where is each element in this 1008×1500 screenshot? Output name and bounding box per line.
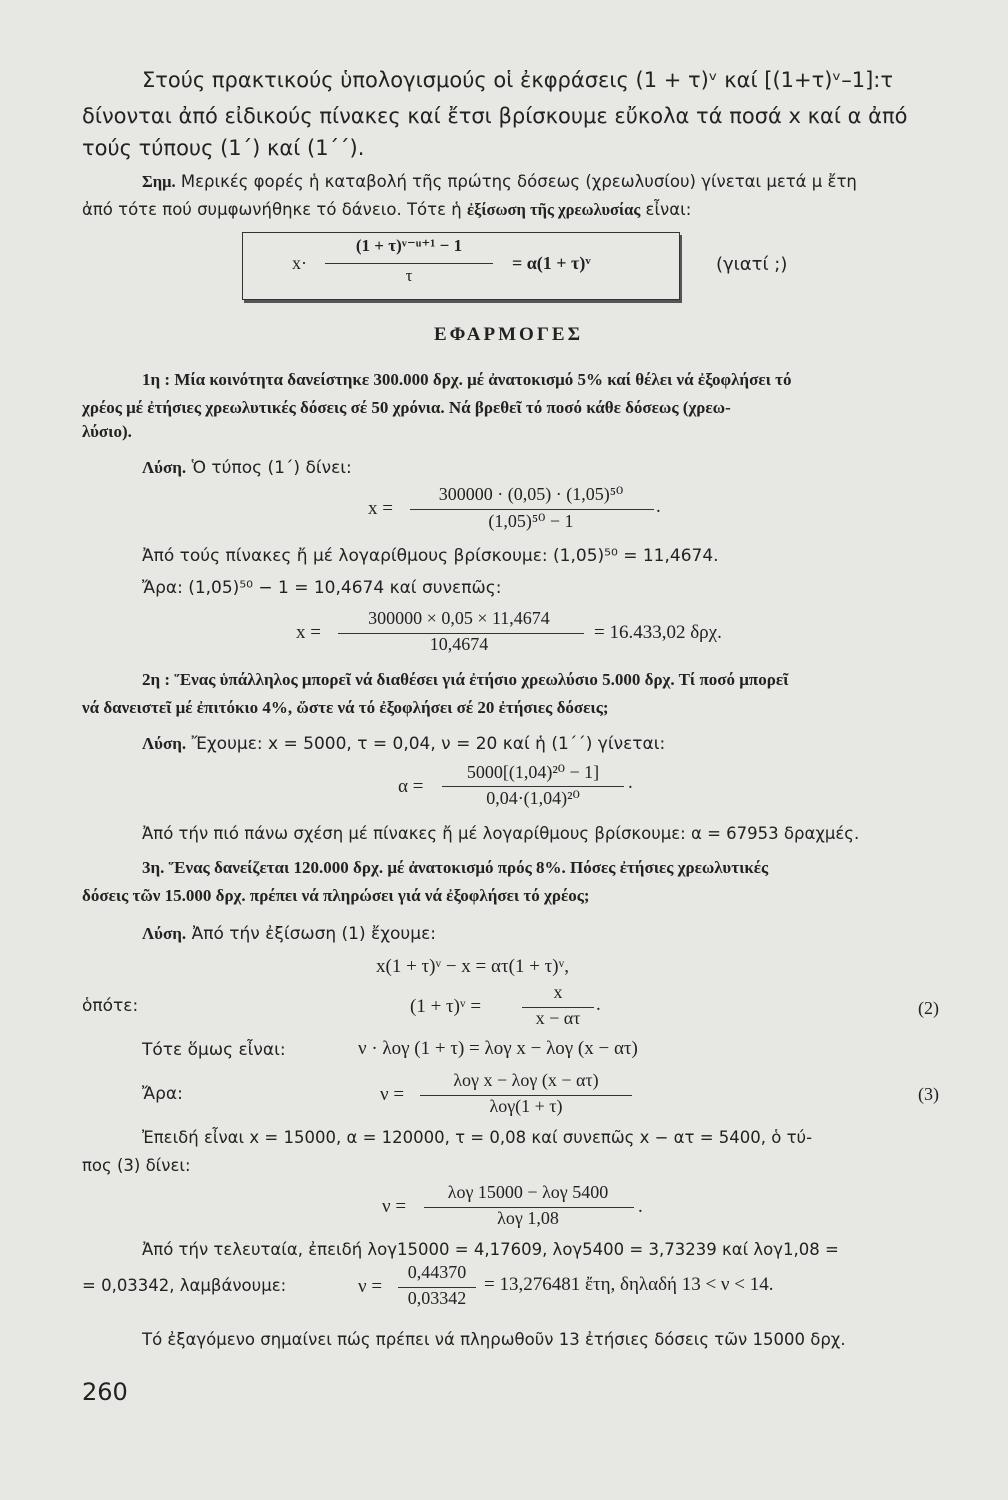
ex2-f-end: . xyxy=(628,772,633,793)
ex1-tables-line: Ἀπό τούς πίνακες ἤ μέ λογαρίθμους βρίσκουμε: (1,05)⁵⁰ = 11,4674. xyxy=(142,546,719,566)
ex3-eq4-numerator: λογ x − λογ (x − ατ) xyxy=(453,1070,599,1090)
ex1-line-1: 1η : Μία κοινότητα δανείστηκε 300.000 δρχ. μέ ἀνατοκισμό 5% καί θέλει νά ἐξοφλήσει τό xyxy=(142,370,792,389)
ex3-since-line-1: Ἐπειδή εἶναι x = 15000, α = 120000, τ = 0,08 καί συνεπῶς x − ατ = 5400, ὁ τύ- xyxy=(142,1128,813,1147)
ex3-tote: Τότε ὅμως εἶναι: xyxy=(142,1040,286,1060)
ex3-eq5-lhs: ν = xyxy=(382,1196,407,1217)
ex3-eq2-numerator: x xyxy=(553,982,563,1002)
ex3-since-line-2: πος (3) δίνει: xyxy=(82,1156,191,1175)
ex1-solution-label: Λύση. xyxy=(142,458,187,477)
ex1-f2-lhs: x = xyxy=(296,622,321,643)
page-number: 260 xyxy=(82,1378,128,1406)
ex3-last-line-2: = 0,03342, λαμβάνουμε: xyxy=(82,1276,287,1295)
ex3-eq2-lhs: (1 + τ)ᵛ = xyxy=(410,996,482,1017)
note-text-1: Μερικές φορές ἡ καταβολή τῆς πρώτης δόσεως (χρεωλυσίου) γίνεται μετά μ ἔτη xyxy=(175,172,857,191)
ex3-eq5-numerator: λογ 15000 − λογ 5400 xyxy=(447,1182,609,1202)
ex2-f-bar xyxy=(442,786,624,787)
ex1-line-3: λύσιο). xyxy=(82,422,132,441)
ex3-eq5-end: . xyxy=(638,1196,643,1217)
ex3-eq2-tag: (2) xyxy=(918,998,939,1018)
ex2-f-denominator: 0,04·(1,04)²⁰ xyxy=(486,788,580,808)
ex2-f-numerator: 5000[(1,04)²⁰ − 1] xyxy=(466,762,600,782)
intro-line-2: δίνονται ἀπό εἰδικούς πίνακες καί ἔτσι βρίσκουμε εὔκολα τά ποσά x καί α ἀπό xyxy=(82,104,908,128)
ex3-eq4-tag: (3) xyxy=(918,1084,939,1104)
intro-line-1: Στούς πρακτικούς ὑπολογισμούς οἱ ἐκφράσεις (1 + τ)ᵛ καί [(1+τ)ᵛ–1]:τ xyxy=(142,68,893,92)
ex3-last-denominator: 0,03342 xyxy=(407,1288,467,1308)
ex3-eq5-denominator: λογ 1,08 xyxy=(497,1208,559,1228)
ex3-last-numerator: 0,44370 xyxy=(407,1262,467,1282)
ex1-f1-bar xyxy=(410,509,654,510)
ex3-last-lhs: ν = xyxy=(358,1276,383,1297)
ex2-solution xyxy=(142,734,665,754)
boxed-fraction-bar xyxy=(325,263,493,264)
ex2-f-lhs: α = xyxy=(398,776,424,797)
ex3-ara: Ἄρα: xyxy=(142,1084,183,1104)
ex3-eq1: x(1 + τ)ᵛ − x = ατ(1 + τ)ᵛ, xyxy=(376,956,569,977)
ex3-eq2-end: . xyxy=(596,994,601,1015)
ex3-solution xyxy=(142,924,436,944)
ex1-solution xyxy=(142,458,352,478)
ex3-eq3: ν · λογ (1 + τ) = λογ x − λογ (x − ατ) xyxy=(358,1038,638,1059)
ex3-eq4-lhs: ν = xyxy=(380,1084,405,1105)
ex2-line-2: νά δανειστεῖ μέ ἐπιτόκιο 4%, ὥστε νά τό ἐξοφλήσει σέ 20 ἐτήσιες δόσεις; xyxy=(82,698,609,717)
boxed-question: (γιατί ;) xyxy=(716,254,788,275)
ex1-f1-lhs: x = xyxy=(368,498,393,519)
ex2-solution-label: Λύση. xyxy=(142,734,187,753)
ex2-line-1: 2η : Ἕνας ὑπάλληλος μπορεῖ νά διαθέσει γιά ἐτήσιο χρεωλύσιο 5.000 δρχ. Τί ποσό μπορεῖ xyxy=(142,670,789,689)
boxed-lhs: x· xyxy=(292,253,307,273)
ex3-line-2: δόσεις τῶν 15.000 δρχ. πρέπει νά πληρώσει γιά νά ἐξοφλήσει τό χρέος; xyxy=(82,886,590,905)
ex1-solution-text: Ὁ τύπος (1΄) δίνει: xyxy=(186,458,352,478)
ex1-f2-denominator: 10,4674 xyxy=(429,634,489,654)
ex3-last-rhs: = 13,276481 ἔτη, δηλαδή 13 < ν < 14. xyxy=(484,1274,774,1295)
ex1-f2-numerator: 300000 × 0,05 × 11,4674 xyxy=(368,608,550,628)
ex2-solution-text: Ἔχουμε: x = 5000, τ = 0,04, ν = 20 καί ἡ (1΄΄) γίνεται: xyxy=(186,734,666,754)
ex3-eq2-denominator: x − ατ xyxy=(535,1008,581,1028)
note-label: Σημ. xyxy=(142,172,176,191)
intro-line-3: τούς τύπους (1΄) καί (1΄΄). xyxy=(82,136,365,160)
ex1-line-2: χρέος μέ ἐτήσιες χρεωλυτικές δόσεις σέ 50 χρόνια. Νά βρεθεῖ τό ποσό κάθε δόσεως (χρεω- xyxy=(82,398,731,417)
ex3-line-1: 3η. Ἕνας δανείζεται 120.000 δρχ. μέ ἀνατοκισμό πρός 8%. Πόσες ἐτήσιες χρεωλυτικές xyxy=(142,858,769,877)
ex1-f1-numerator: 300000 · (0,05) · (1,05)⁵⁰ xyxy=(438,484,624,504)
note-line-2 xyxy=(82,200,691,220)
section-title: ΕΦΑΡΜΟΓΕΣ xyxy=(434,324,583,345)
boxed-rhs: = α(1 + τ)ᵛ xyxy=(512,253,591,273)
ex1-f1-denominator: (1,05)⁵⁰ − 1 xyxy=(488,511,574,531)
ex3-solution-text: Ἀπό τήν ἐξίσωση (1) ἔχουμε: xyxy=(186,924,437,944)
boxed-numerator: (1 + τ)ᵛ⁻ᵘ⁺¹ − 1 xyxy=(355,236,463,255)
note-text-2c: εἶναι: xyxy=(640,200,692,219)
ex1-f2-rhs: = 16.433,02 δρχ. xyxy=(594,622,722,643)
ex3-conclusion: Τό ἐξαγόμενο σημαίνει πώς πρέπει νά πληρωθοῦν 13 ἐτήσιες δόσεις τῶν 15000 δρχ. xyxy=(142,1330,846,1349)
note-line-1 xyxy=(142,172,857,192)
ex3-solution-label: Λύση. xyxy=(142,924,187,943)
ex3-eq4-denominator: λογ(1 + τ) xyxy=(489,1096,563,1116)
note-emphasis: ἐξίσωση τῆς χρεωλυσίας xyxy=(466,200,641,219)
note-text-2a: ἀπό τότε πού συμφωνήθηκε τό δάνειο. Τότε ἡ xyxy=(82,200,467,219)
ex1-f1-end: . xyxy=(656,496,661,517)
ex2-result: Ἀπό τήν πιό πάνω σχέση μέ πίνακες ἤ μέ λογαρίθμους βρίσκουμε: α = 67953 δραχμές. xyxy=(142,824,860,843)
boxed-denominator: τ xyxy=(405,266,413,285)
ex3-last-line-1: Ἀπό τήν τελευταία, ἐπειδή λογ15000 = 4,17609, λογ5400 = 3,73239 καί λογ1,08 = xyxy=(142,1240,839,1259)
ex1-ara-line: Ἄρα: (1,05)⁵⁰ − 1 = 10,4674 καί συνεπῶς: xyxy=(142,578,502,598)
ex3-opote: ὁπότε: xyxy=(82,996,139,1016)
